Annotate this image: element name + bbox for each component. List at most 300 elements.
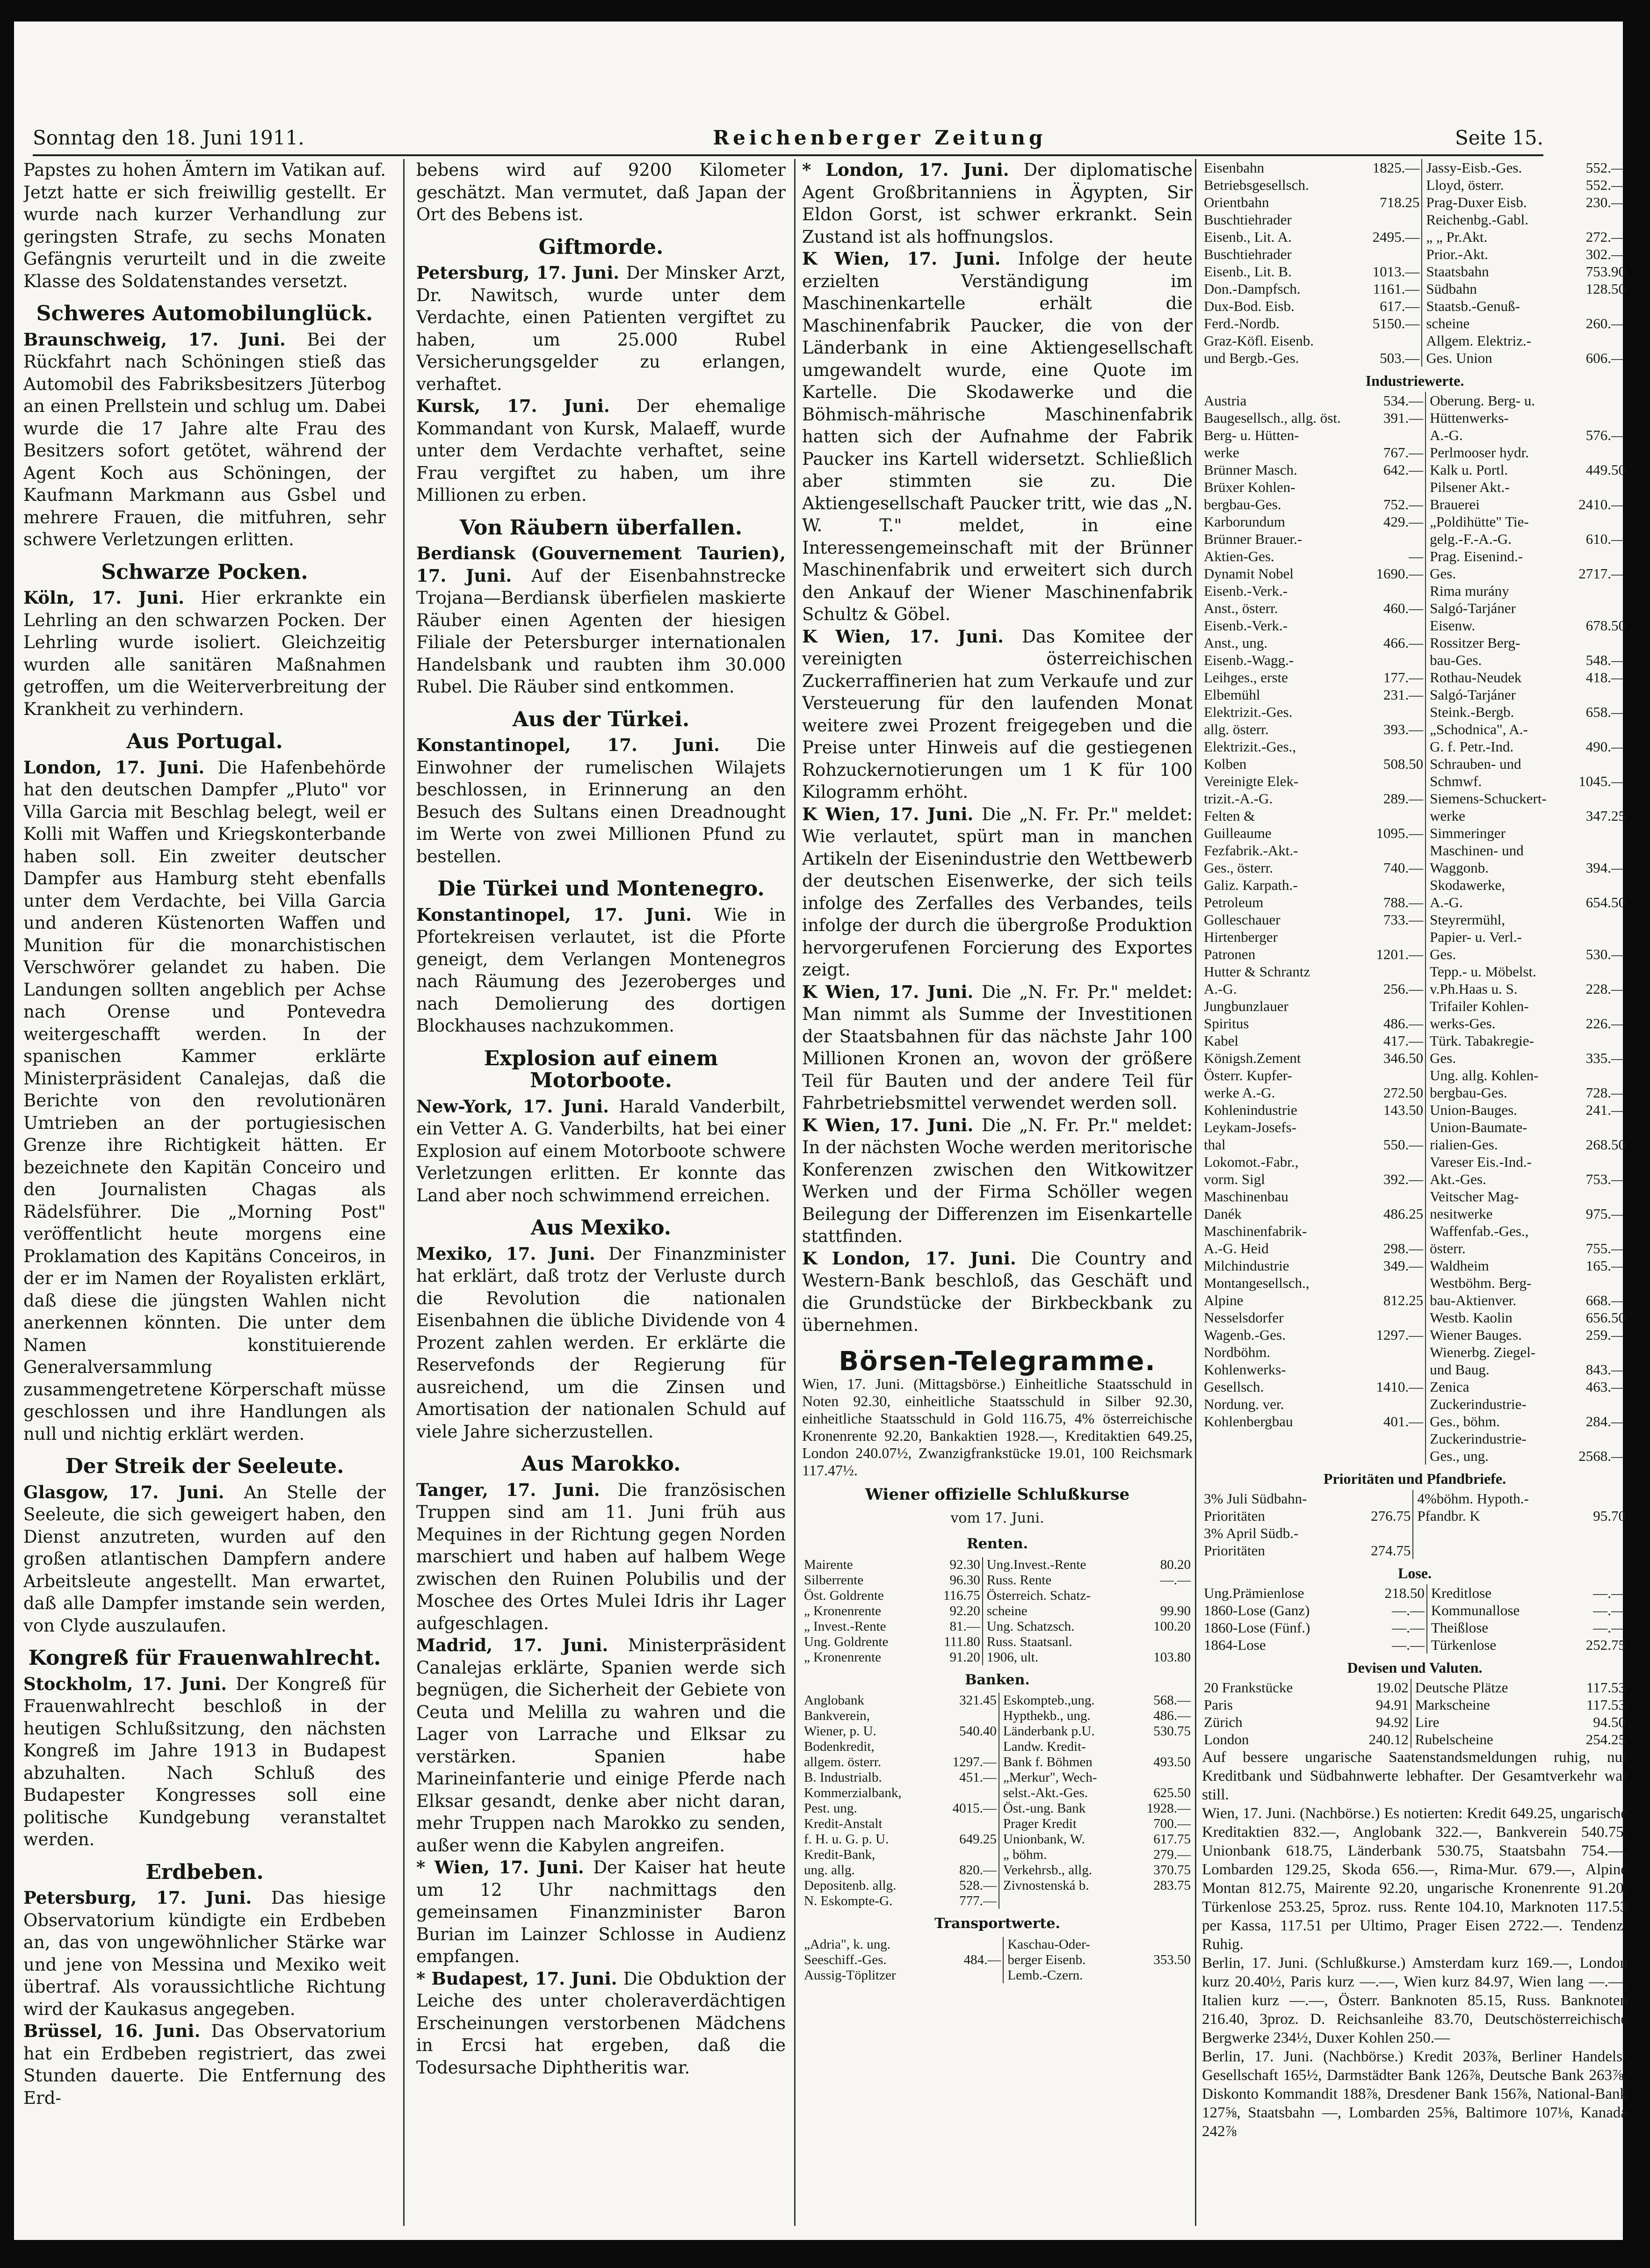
article [416, 1634, 786, 1856]
article-text: Das Observatorium hat ein Erdbeben registriert, das zwei Stunden dauerte. Die Entfernung des Erd- [23, 2021, 386, 2108]
quote-row [1202, 1378, 1628, 1395]
security-price: 94.91 [1375, 1697, 1409, 1713]
official-rates-date: vom 17. Juni. [950, 1510, 1044, 1526]
security-name: Russ. Staatsanl. [986, 1634, 1072, 1649]
security-price [1129, 1770, 1193, 1785]
security-price [1353, 211, 1422, 228]
security-name: Vareser Eis.-Ind.- [1430, 1154, 1532, 1170]
security-price: 165.— [1585, 1257, 1626, 1274]
security-name: Waldheim [1430, 1257, 1489, 1274]
article-body [416, 542, 786, 698]
article-text: Der Minsker Arzt, Dr. Nawitsch, wurde unter dem Verdachte, einen Patienten vergiftet zu haben, um 25.000 Rubel Versicherungsgelder zu erlangen, verhaftet. [416, 263, 786, 394]
article-body [416, 1634, 786, 1856]
security-price: 534.— [1383, 392, 1424, 409]
security-name: Ferd.-Nordb. [1204, 315, 1280, 332]
security-price [1568, 876, 1628, 894]
security-price [1568, 548, 1628, 565]
security-price [935, 1739, 999, 1755]
security-name: Allgem. Elektriz.- [1426, 332, 1532, 349]
security-name: Kabel [1204, 1033, 1239, 1049]
security-name: Buschtiehrader [1204, 211, 1292, 228]
security-price: 678.50 [1585, 617, 1626, 634]
article [23, 1647, 386, 1851]
security-price: 353.50 [1153, 1952, 1191, 1967]
quote-row [802, 1573, 1193, 1588]
security-price: 401.— [1383, 1413, 1424, 1430]
quote-row [1202, 461, 1628, 478]
article-text: Der diplomatische Agent Großbritanniens in Ägypten, Sir Eldon Gorst, ist schwer erkrankt. Sein Zustand ist als hoffnungslos. [802, 160, 1193, 247]
security-price [1366, 1395, 1426, 1413]
security-name: London [1204, 1731, 1249, 1748]
security-price: 975.— [1585, 1206, 1626, 1222]
security-name: 1906, ult. [986, 1649, 1039, 1665]
article-heading: Schweres Automobilunglück. [36, 302, 373, 325]
security-name: Vereinigte Elek- [1204, 773, 1299, 789]
security-price: 392.— [1383, 1171, 1424, 1187]
quote-row [1202, 1395, 1628, 1413]
security-name: Don.-Dampfsch. [1204, 281, 1301, 297]
quote-row [1202, 721, 1628, 738]
security-price [1568, 392, 1628, 409]
article-body [23, 757, 386, 1445]
quote-row [802, 1557, 1193, 1573]
article-heading: Der Streik der Seeleute. [65, 1454, 344, 1478]
security-price: 449.50 [1585, 462, 1626, 478]
security-name: Jungbunzlauer [1204, 998, 1288, 1014]
security-price [1568, 409, 1628, 426]
quote-row [1202, 315, 1628, 332]
security-name: Elektrizit.-Ges., [1204, 738, 1296, 755]
article [416, 159, 786, 226]
security-name: Deutsche Plätze [1415, 1679, 1508, 1696]
security-price: 642.— [1383, 462, 1424, 478]
security-name: Türk. Tabakregie- [1430, 1033, 1534, 1049]
security-price: 812.25 [1383, 1292, 1424, 1308]
article-text: Die Einwohner der rumelischen Wilajets beschlossen, in Erinnerung an den Besuch des Sultans einen Dreadnought im Werte von zwei Millionen Pfund zu bestellen. [416, 735, 786, 867]
dateline: New-York, 17. Juni. [416, 1096, 619, 1117]
article-body [802, 626, 1193, 803]
security-name: Maschinen- und [1430, 842, 1524, 859]
quote-row [1202, 980, 1628, 997]
security-name: Anglobank [804, 1693, 864, 1708]
security-price: 490.— [1585, 738, 1626, 755]
security-name: Reichenbg.-Gabl. [1426, 211, 1529, 228]
security-name: Zürich [1204, 1714, 1243, 1730]
security-name: Rothau-Neudek [1430, 669, 1522, 686]
security-name: berger Eisenb. [1007, 1952, 1086, 1967]
security-name: Zuckerindustrie- [1430, 1430, 1527, 1447]
security-name: Königsh.Zement [1204, 1050, 1301, 1066]
quote-row [1202, 1240, 1628, 1257]
security-price [1568, 911, 1628, 928]
security-price: 231.— [1383, 686, 1424, 703]
security-price: —.— [1593, 1619, 1626, 1636]
security-price [1366, 1188, 1426, 1205]
security-name: Ges. Union [1426, 350, 1492, 366]
security-name: Brauerei [1430, 496, 1480, 513]
quote-row [802, 1708, 1193, 1724]
security-price: — [1409, 548, 1424, 564]
quote-row [1202, 1361, 1628, 1378]
security-name: 3% April Südb.- [1204, 1525, 1299, 1541]
security-price [1366, 1430, 1426, 1447]
security-price: 321.45 [959, 1693, 997, 1708]
transport-heading: Transportwerte. [934, 1915, 1060, 1932]
security-name: nesitwerke [1430, 1206, 1493, 1222]
quote-row [1202, 1542, 1628, 1559]
security-price: 752.— [1383, 496, 1424, 513]
security-price: 92.20 [949, 1603, 980, 1618]
article-body [416, 1096, 786, 1207]
security-price [1366, 842, 1426, 859]
security-price [1568, 1395, 1628, 1413]
article-text: Harald Vanderbilt, ein Vetter A. G. Vanderbilts, hat bei einer Explosion auf einem Motorboote schwere Verletzungen erlitten. Er konnte das Land aber noch schwimmend erreichen. [416, 1096, 786, 1206]
security-price [1366, 1447, 1426, 1465]
security-price: 508.50 [1383, 756, 1424, 772]
security-name: Orientbahn [1204, 194, 1269, 210]
security-name: und Bergb.-Ges. [1204, 350, 1299, 366]
security-name: Nordung. ver. [1204, 1396, 1284, 1412]
security-price: 346.50 [1383, 1050, 1424, 1066]
quote-row [1202, 565, 1628, 582]
article-body [416, 1479, 786, 1635]
security-price [1568, 842, 1628, 859]
security-name: Betriebsgesellsch. [1204, 177, 1309, 193]
article-text: An Stelle der Seeleute, die sich geweigert haben, den Dienst anzutreten, wurden auf den großen atlantischen Dampfern andere Arbeitsleute angestellt. Man erwartet, daß alle Dampfer imstande sein werden, von Clyde auszulaufen. [23, 1482, 386, 1636]
security-name: vorm. Sigl [1204, 1171, 1265, 1187]
security-name: Spiritus [1204, 1015, 1249, 1032]
security-price [1568, 1430, 1628, 1447]
security-price [1353, 246, 1422, 263]
security-name: werke A.-G. [1204, 1084, 1275, 1101]
security-price: 1013.— [1372, 263, 1420, 280]
security-name: Elektrizit.-Ges. [1204, 704, 1293, 720]
issue-date: Sonntag den 18. Juni 1911. [33, 126, 304, 149]
banken-heading: Banken. [965, 1671, 1030, 1688]
security-price [1568, 963, 1628, 980]
security-name: Depositenb. allg. [804, 1878, 897, 1893]
security-price: 528.— [959, 1878, 997, 1893]
article [23, 2020, 386, 2109]
security-name: Golleschauer [1204, 911, 1281, 928]
article-heading: Giftmorde. [538, 235, 664, 259]
security-price: 143.50 [1383, 1102, 1424, 1118]
renten-heading: Renten. [966, 1536, 1028, 1552]
security-price: 417.— [1383, 1033, 1424, 1049]
security-price: 4015.— [952, 1801, 997, 1816]
article [416, 878, 786, 1037]
security-price: 777.— [959, 1893, 997, 1908]
article [23, 561, 386, 721]
article-text: Der Kongreß für Frauenwahlrecht beschloß in der heutigen Schlußsitzung, den nächsten Kongreß im Jahre 1913 in Budapest abzuhalten. Nach Schluß des Budapester Kongresses soll eine politische Kundgebung veranstaltet werden. [23, 1674, 386, 1849]
security-name: Anst., österr. [1204, 600, 1278, 616]
dateline: * London, 17. Juni. [802, 159, 1024, 180]
security-price [1366, 478, 1426, 496]
article-body [416, 734, 786, 867]
security-name: bau-Ges. [1430, 652, 1482, 668]
security-name: A.-G. [1204, 981, 1237, 997]
security-price [1132, 1968, 1193, 1983]
security-name: werke [1430, 808, 1465, 824]
security-price: 94.50 [1593, 1714, 1626, 1730]
security-name: Guilleaume [1204, 825, 1272, 841]
security-price: 451.— [959, 1770, 997, 1785]
security-name: scheine [1426, 315, 1470, 332]
security-name: Hüttenwerks- [1430, 410, 1509, 426]
security-price [1570, 297, 1628, 315]
security-price [1366, 1361, 1426, 1378]
quote-row [1202, 842, 1628, 859]
security-price: 100.20 [1153, 1618, 1191, 1634]
security-price: 103.80 [1153, 1649, 1191, 1665]
article-heading: Aus Portugal. [126, 730, 283, 753]
article-body [416, 1968, 786, 2079]
article-body [802, 248, 1193, 626]
dateline: Konstantinopel, 17. Juni. [416, 735, 756, 755]
article [416, 1217, 786, 1443]
security-price: 1161.— [1373, 281, 1420, 297]
security-name: Lokomot.-Fabr., [1204, 1154, 1299, 1170]
security-price [1568, 600, 1628, 617]
page-header [33, 126, 1543, 156]
dateline: Tanger, 17. Juni. [416, 1479, 618, 1500]
security-name: G. f. Petr.-Ind. [1430, 738, 1514, 755]
security-price [942, 1968, 1003, 1983]
security-name: Ges., ung. [1430, 1448, 1489, 1464]
security-name: Waggonb. [1430, 860, 1489, 876]
quote-row [1202, 859, 1628, 876]
article-body [416, 1243, 786, 1443]
security-price [1568, 444, 1628, 461]
security-price [1568, 582, 1628, 600]
quote-row [1202, 1490, 1628, 1507]
security-name: Veitscher Mag- [1430, 1188, 1519, 1205]
security-name: Russ. Rente [986, 1572, 1052, 1588]
article-text: Die Obduktion der Leiche des unter choleraverdächtigen Erscheinungen verstorbenen Mädchens in Ercsi hat ergeben, daß die Todesursache Diphtheritis war. [416, 1968, 786, 2078]
security-name: Prag. Eisenind.- [1430, 548, 1523, 564]
security-price [1366, 1309, 1426, 1326]
article [416, 1856, 786, 1968]
security-price: 718.25 [1380, 194, 1420, 210]
security-name: Trifailer Kohlen- [1430, 998, 1529, 1014]
security-name [1001, 1893, 1130, 1909]
dateline: Brüssel, 16. Juni. [23, 2021, 211, 2041]
quote-row [1202, 1274, 1628, 1292]
security-price [1568, 1222, 1628, 1240]
quote-row [1202, 409, 1628, 426]
security-name: Lire [1415, 1714, 1440, 1730]
security-name: Austria [1204, 392, 1247, 409]
security-price [1366, 997, 1426, 1015]
security-name: Staatsb.-Genuß- [1426, 298, 1520, 314]
quote-row [1202, 496, 1628, 513]
security-name: Pest. ung. [804, 1801, 857, 1816]
security-price: 370.75 [1153, 1863, 1191, 1878]
security-name: Lloyd, österr. [1426, 177, 1504, 193]
security-name: Brüxer Kohlen- [1204, 479, 1295, 495]
security-price: 486.25 [1383, 1206, 1424, 1222]
security-price: 1825.— [1372, 159, 1420, 176]
dateline: Braunschweig, 17. Juni. [23, 329, 307, 350]
quote-row [802, 1755, 1193, 1770]
security-name: B. Industrialb. [804, 1770, 882, 1785]
security-price: 658.— [1585, 704, 1626, 720]
security-price [1366, 738, 1426, 755]
security-name: Leihges., erste [1204, 669, 1288, 686]
quote-row [1202, 911, 1628, 928]
security-price [1366, 807, 1426, 824]
quote-row [1202, 444, 1628, 461]
security-name: Theißlose [1431, 1619, 1489, 1636]
security-name: Felten & [1204, 808, 1255, 824]
security-name: thal [1204, 1136, 1226, 1153]
quote-row [1202, 1032, 1628, 1049]
quote-row [1202, 1696, 1628, 1713]
article-text: Hier erkrankte ein Lehrling an den schwarzen Pocken. Der Lehrling wurde isoliert. Gleichzeitig wurden alle sanitären Maßnahmen getroffen, um die Weiterverbreitung der Krankheit zu verhindern. [23, 588, 386, 719]
dateline: Petersburg, 17. Juni. [23, 1887, 271, 1908]
page-number: Seite 15. [1455, 126, 1543, 149]
security-price [1135, 1588, 1193, 1603]
security-name: Öst.-ung. Bank [1003, 1801, 1086, 1816]
quote-row [1202, 997, 1628, 1015]
quote-row [1202, 246, 1628, 263]
devisen-table [1202, 1679, 1628, 1748]
boerse-lead: Wien, 17. Juni. (Mittagsbörse.) Einheitliche Staatsschuld in Noten 92.30, einheitliche Staatsschuld in Silber 92.30, einheitliche Staatsschuld in Gold 116.75, 4% österreichische Kronenrente 92.20, Bankaktien 1928.—, Kreditaktien 649.25, London 240.07½, Zwanzigfrankstücke 19.01, 100 Reichsmark 117.47½. [802, 1375, 1193, 1479]
security-price [1568, 478, 1628, 496]
article [416, 1047, 786, 1207]
security-name: Graz-Köfl. Eisenb. [1204, 332, 1314, 349]
security-name: Siemens-Schuckert- [1430, 790, 1547, 807]
quote-row [1202, 894, 1628, 911]
article-text: Die Hafenbehörde hat den deutschen Dampfer „Pluto" vor Villa Garcia mit Beschlag belegt, weil er Kolli mit Waffen und Kriegskonterbande haben soll. Ein zweiter deutscher Dampfer aus Hamburg steht ebenfalls unter dem Verdachte, bei Villa Garcia und anderen Küstenorten Waffen und Munition für die monarchistischen Verschwörer gelandet zu haben. Die Landungen sollten angeblich per Achse nach Orense und Pontevedra weitergeschafft werden. In der spanischen Kammer erklärte Ministerpräsident Canalejas, daß die Berichte von den revolutionären Umtrieben an der portugiesischen Grenze ihre Richtigkeit hätten. Er bezeichnete den Kapitän Conceiro und den Journalisten Chagas als Rädelsführer. Die „Morning Post" veröffentlicht heute morgens eine Proklamation des Kapitäns Conceiros, in der er im Namen der Royalisten erklärt, daß diese die jüngsten Wahlen nicht anerkennen könnten. Die unter dem Namen konstituierende Generalversammlung zusammengetretene Körperschaft müsse geschlossen und ihre Handlungen als null und nichtig erklärt werden. [23, 757, 386, 1444]
quote-row [802, 1634, 1193, 1650]
security-price [1366, 703, 1426, 721]
quote-row [802, 1816, 1193, 1832]
dateline: Mexiko, 17. Juni. [416, 1243, 608, 1264]
security-name: Öst. Goldrente [804, 1588, 884, 1603]
security-price: 259.— [1585, 1327, 1626, 1343]
quote-row [1202, 1292, 1628, 1309]
quote-row [1202, 1713, 1628, 1731]
security-price: 843.— [1585, 1361, 1626, 1378]
column-rule [1195, 159, 1196, 2226]
article-text: Der Kaiser hat heute um 12 Uhr nachmittags den gemeinsamen Finanzminister Baron Burian im Lainzer Schlosse in Audienz empfangen. [416, 1857, 786, 1966]
security-name: scheine [986, 1603, 1028, 1618]
security-price: 1297.— [952, 1755, 997, 1770]
security-name: Österr. Kupfer- [1204, 1067, 1292, 1083]
quote-row [1202, 946, 1628, 963]
security-name: Kaschau-Oder- [1007, 1936, 1090, 1952]
security-price: 272.50 [1383, 1084, 1424, 1101]
security-name: Union-Baumate- [1430, 1119, 1527, 1135]
dateline: K Wien, 17. Juni. [802, 1114, 982, 1135]
article-text: Der ehemalige Kommandant von Kursk, Malaeff, wurde unter dem Verdachte verhaftet, seine Frau vergiftet zu haben, um ihre Millionen zu erben. [416, 396, 786, 505]
security-price [1366, 530, 1426, 548]
security-price [1352, 1490, 1413, 1507]
security-price: 117.53 [1586, 1697, 1626, 1713]
security-name: Staatsbahn [1426, 263, 1489, 280]
security-price [1366, 1153, 1426, 1170]
security-name: Westb. Kaolin [1430, 1309, 1512, 1326]
security-name: „ Kronenrente [804, 1649, 882, 1665]
article [23, 159, 386, 292]
security-name: Kohlenbergbau [1204, 1413, 1293, 1430]
quote-row [1202, 876, 1628, 894]
security-name: Ges. [1430, 565, 1456, 582]
security-name: Rima murány [1430, 583, 1509, 599]
article [416, 236, 786, 396]
quote-row [1202, 928, 1628, 946]
security-price: 111.80 [944, 1634, 980, 1649]
article [416, 1968, 786, 2079]
security-price [935, 1708, 999, 1724]
security-name: A.-G. Heid [1204, 1240, 1269, 1257]
boerse-title: Börsen-Telegramme. [839, 1346, 1156, 1377]
security-price: 2717.— [1578, 565, 1626, 582]
security-price [1366, 582, 1426, 600]
security-name: selst.-Akt.-Ges. [1003, 1785, 1088, 1800]
security-price: 256.— [1383, 981, 1424, 997]
security-price: 116.75 [943, 1588, 980, 1603]
quote-row [1202, 548, 1628, 565]
quote-row [802, 1588, 1193, 1603]
security-name: bergbau-Ges. [1204, 496, 1281, 513]
renten-table [802, 1557, 1193, 1665]
security-name: ung. allg. [804, 1863, 855, 1878]
security-name: Fezfabrik.-Akt.- [1204, 842, 1298, 859]
security-name: Montangesellsch., [1204, 1275, 1310, 1291]
security-name: Markscheine [1415, 1697, 1490, 1713]
quote-row [1202, 349, 1628, 367]
article-text: Die Country and Western-Bank beschloß, das Geschäft und die Grundstücke der Birkbeckbank zu übernehmen. [802, 1248, 1193, 1335]
security-name: f. H. u. G. p. U. [804, 1832, 889, 1847]
quote-row [1202, 686, 1628, 703]
security-name: bergbau-Ges. [1430, 1084, 1507, 1101]
security-price: —.— [1593, 1602, 1626, 1618]
security-price: 466.— [1383, 635, 1424, 651]
article-heading: Schwarze Pocken. [101, 560, 308, 584]
security-price [1129, 1739, 1193, 1755]
security-price [942, 1937, 1003, 1952]
security-price: 2495.— [1372, 229, 1420, 245]
quote-row [1202, 1153, 1628, 1170]
security-price: 96.30 [949, 1572, 980, 1588]
security-price: 284.— [1585, 1413, 1626, 1430]
security-name: „Poldihütte" Tie- [1430, 513, 1529, 530]
security-price: 540.40 [959, 1724, 997, 1739]
article-heading: Die Türkei und Montenegro. [437, 877, 765, 901]
quote-row [1202, 1049, 1628, 1067]
security-price [1568, 824, 1628, 842]
security-price [1366, 1343, 1426, 1361]
scan-border-top [0, 0, 1650, 22]
security-name: „ „ Pr.Akt. [1426, 229, 1488, 245]
dateline: Petersburg, 17. Juni. [416, 262, 626, 283]
security-name: Papier- u. Verl.- [1430, 929, 1522, 945]
quote-row [1202, 807, 1628, 824]
security-price [1568, 790, 1628, 807]
security-name: Zivnostenská b. [1003, 1878, 1089, 1893]
security-name [1202, 1447, 1366, 1465]
security-name: „Schodnica", A.- [1430, 721, 1528, 737]
article [23, 303, 386, 551]
security-price: 1201.— [1376, 946, 1424, 962]
security-price: 418.— [1585, 669, 1626, 686]
security-price: 252.75 [1585, 1637, 1626, 1653]
security-price: —.— [1392, 1619, 1425, 1636]
security-name: trizit.-A.-G. [1204, 790, 1273, 807]
quote-row [1202, 1507, 1628, 1524]
